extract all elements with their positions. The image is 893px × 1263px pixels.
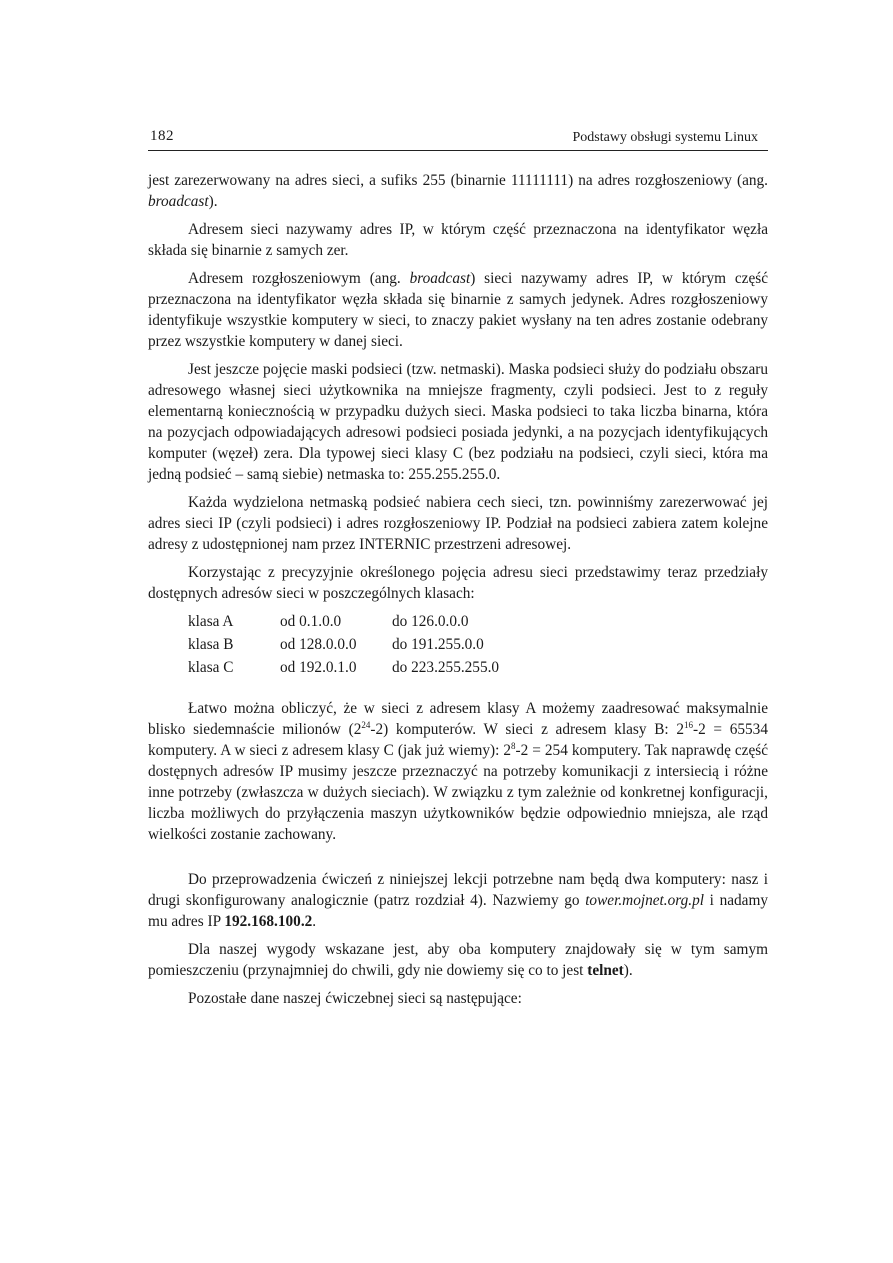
paragraph-4: Jest jeszcze pojęcie maski podsieci (tzw. netmaski). Maska podsieci służy do podziału obszaru adresowego własnej sieci użytkownika na mniejsze fragmenty, czyli podsieci. Jest to z reguły elementarną koniecznością w przypadku dużych sieci. Maska podsieci to taka liczba binarna, która na pozycjach odpowiadających adresowi podsieci posiada jedynki, a na pozycjach identyfikujących komputer (węzeł) zera. Dla typowej sieci klasy C (bez podziału na podsieci, czyli sieci, która ma jedną podsieć – samą siebie) netmaska to: 255.255.255.0. <box>148 361 768 483</box>
paragraph-7-text: Łatwo można obliczyć, że w sieci z adresem klasy A możemy zaadresować maksymalnie blisko siedemnaście milionów (2 <box>148 700 768 738</box>
paragraph-9 <box>148 939 768 981</box>
paragraph-10: Pozostałe dane naszej ćwiczebnej sieci są następujące: <box>188 990 522 1007</box>
paragraph-2: Adresem sieci nazywamy adres IP, w którym część przeznaczona na identyfikator węzła składa się binarnie z samych zer. <box>148 221 768 259</box>
paragraph-7-text: -2 = 254 komputery. Tak naprawdę część dostępnych adresów IP musimy jeszcze przeznaczyć na potrzeby komunikacji z intersiecią i różne inne potrzeby (zwłaszcza w dużych sieciach). W związku z tym zależnie od konkretnej konfiguracji, liczba możliwych do przyłączenia maszyn użytkowników będzie odpowiednio mniejsza, ale rząd wielkości zostanie zachowany. <box>148 742 768 843</box>
paragraph-1 <box>148 170 768 212</box>
paragraph-8-text: i nadamy mu adres IP <box>148 892 768 930</box>
table-row <box>188 634 499 657</box>
paragraph-9-end: ). <box>623 962 633 979</box>
address-classes-table <box>188 611 499 680</box>
term-broadcast: broadcast <box>409 270 471 287</box>
paragraph-7-text: -2) komputerów. W sieci z adresem klasy B: 2 <box>370 721 684 738</box>
paragraph-8-text: Do przeprowadzenia ćwiczeń z niniejszej lekcji potrzebne nam będą dwa komputery: nasz i drugi skonfigurowany analogicznie (patrz rozdział 4). Nazwiemy go <box>148 871 768 909</box>
term-broadcast: broadcast <box>148 193 209 210</box>
paragraph-3-rest: ) sieci nazywamy adres IP, w którym część przeznaczona na identyfikator węzła składa się binarnie z samych jedynek. Adres rozgłoszeniowy identyfikuje wszystkie komputery w sieci, to znaczy pakiet wysłany na ten adres zostanie odebrany przez wszystkie komputery w danej sieci. <box>148 270 768 350</box>
page-body <box>148 170 768 1016</box>
range-from: od 0.1.0.0 <box>280 613 342 630</box>
ip-address: 192.168.100.2 <box>224 913 313 930</box>
paragraph-1-text: jest zarezerwowany na adres sieci, a sufiks 255 (binarnie 11111111) na adres rozgłoszeniowy (ang. <box>148 172 768 189</box>
exponent: 16 <box>683 719 693 730</box>
page-number: 182 <box>150 128 174 144</box>
paragraph-3 <box>148 268 768 352</box>
paragraph-6: Korzystając z precyzyjnie określonego pojęcia adresu sieci przedstawimy teraz przedziały dostępnych adresów sieci w poszczególnych klasach: <box>148 564 768 602</box>
class-name: klasa A <box>188 613 234 630</box>
range-from: od 192.0.1.0 <box>280 659 357 676</box>
paragraph-3-text: Adresem rozgłoszeniowym (ang. <box>188 270 410 287</box>
paragraph-9-text: Dla naszej wygody wskazane jest, aby oba komputery znajdowały się w tym samym pomieszczeniu (przynajmniej do chwili, gdy nie dowiemy się co to jest <box>148 941 768 979</box>
range-to: do 126.0.0.0 <box>392 613 469 630</box>
range-to: do 223.255.255.0 <box>392 659 500 676</box>
term-telnet: telnet <box>587 962 624 979</box>
paragraph-7 <box>148 698 768 845</box>
page-header <box>148 126 768 151</box>
exponent: 24 <box>361 719 371 730</box>
running-title: Podstawy obsługi systemu Linux <box>572 130 758 145</box>
paragraph-5: Każda wydzielona netmaską podsieć nabiera cech sieci, tzn. powinniśmy zarezerwować jej adres sieci IP (czyli podsieci) i adres rozgłoszeniowy IP. Podział na podsieci zabiera zatem kolejne adresy z udostępnionej nam przez INTERNIC przestrzeni adresowej. <box>148 494 768 553</box>
paragraph-8-end: . <box>312 913 317 930</box>
hostname: tower.mojnet.org.pl <box>585 892 705 909</box>
class-name: klasa B <box>188 636 234 653</box>
table-row <box>188 611 499 634</box>
paragraph-8 <box>148 869 768 932</box>
table-row <box>188 657 499 680</box>
paragraph-1-end: ). <box>208 193 218 210</box>
range-to: do 191.255.0.0 <box>392 636 484 653</box>
paragraph-7-text: -2 = 65534 komputery. A w sieci z adresem klasy C (jak już wiemy): 2 <box>148 721 768 759</box>
range-from: od 128.0.0.0 <box>280 636 357 653</box>
exponent: 8 <box>511 740 516 751</box>
class-name: klasa C <box>188 659 234 676</box>
